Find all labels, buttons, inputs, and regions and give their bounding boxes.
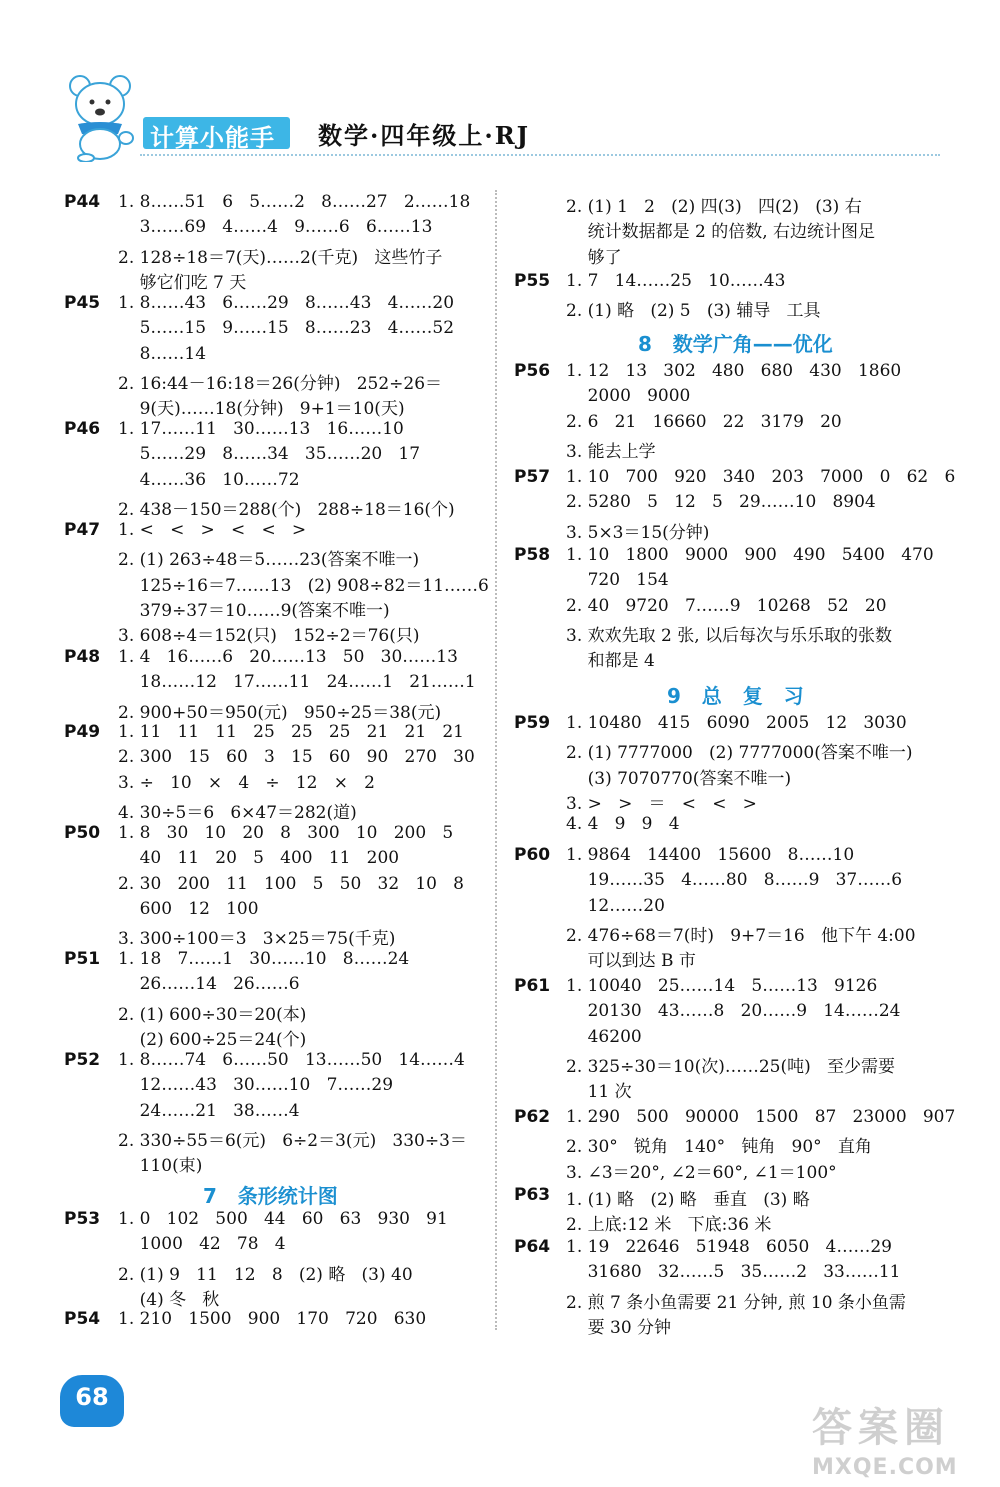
- answer-line: 1. 17……11 30……13 16……10: [118, 419, 404, 439]
- answer-line: 1. 10 700 920 340 203 7000 0 62 6: [566, 467, 956, 487]
- answer-line: 125÷16＝7……13 (2) 908÷82＝11……6: [118, 575, 489, 596]
- page-ref-label: P61: [514, 976, 551, 996]
- answer-line: 3. 欢欢先取 2 张, 以后每次与乐乐取的张数: [566, 625, 893, 646]
- answer-line: 46200: [566, 1026, 642, 1047]
- answer-line: 1. 8……74 6……50 13……50 14……4: [118, 1050, 465, 1070]
- page-ref-label: P56: [514, 361, 551, 381]
- answer-line: 2. 438－150＝288(个) 288÷18＝16(个): [118, 499, 455, 520]
- answer-line: 4. 30÷5＝6 6×47＝282(道): [118, 802, 357, 823]
- answer-line: 24……21 38……4: [118, 1100, 300, 1121]
- answer-line: 1. 19 22646 51948 6050 4……29: [566, 1237, 892, 1257]
- page-ref-label: P63: [514, 1185, 551, 1205]
- page-ref-label: P49: [64, 722, 101, 742]
- page-ref-label: P55: [514, 271, 551, 291]
- answer-line: 3. 5×3＝15(分钟): [566, 522, 710, 543]
- page-ref-label: P48: [64, 647, 101, 667]
- answer-line: 12……20: [566, 895, 665, 916]
- answer-line: 1. (1) 略 (2) 略 垂直 (3) 略: [566, 1190, 810, 1210]
- answer-line: 1. 290 500 90000 1500 87 23000 907: [566, 1107, 956, 1127]
- answer-line: 2. 900+50＝950(元) 950÷25＝38(元): [118, 702, 442, 723]
- answer-line: 26……14 26……6: [118, 974, 300, 995]
- answer-line: 3. ÷ 10 × 4 ÷ 12 × 2: [118, 772, 375, 793]
- page-header: [0, 0, 1000, 170]
- answer-line: 1. 8……51 6 5……2 8……27 2……18: [118, 192, 471, 212]
- answer-line: 统计数据都是 2 的倍数, 右边统计图足: [566, 222, 876, 243]
- answer-line: 1. 7 14……25 10……43: [566, 271, 786, 291]
- page-ref-label: P47: [64, 520, 101, 540]
- answer-line: 1. 210 1500 900 170 720 630: [118, 1309, 427, 1329]
- answer-line: 40 11 20 5 400 11 200: [118, 848, 400, 869]
- answer-line: 720 154: [566, 570, 669, 591]
- answer-line: 2. (1) 600÷30＝20(本): [118, 1004, 307, 1025]
- answer-line: 600 12 100: [118, 898, 259, 919]
- answer-line: 110(束): [118, 1156, 203, 1177]
- answer-line: 3. 能去上学: [566, 441, 656, 462]
- answer-line: 12……43 30……10 7……29: [118, 1075, 394, 1096]
- answer-line: 2. 5280 5 12 5 29……10 8904: [566, 492, 876, 513]
- answer-line: 2. (1) 9 11 12 8 (2) 略 (3) 40: [118, 1264, 413, 1285]
- answer-line: 要 30 分钟: [566, 1317, 672, 1338]
- answer-line: 2. 30° 锐角 140° 钝角 90° 直角: [566, 1137, 872, 1158]
- answer-line: 5……29 8……34 35……20 17: [118, 444, 421, 465]
- section-heading: 8 数学广角——优化: [638, 332, 833, 356]
- answer-line: 2. 40 9720 7……9 10268 52 20: [566, 595, 887, 616]
- answer-line: 3. ∠3＝20°, ∠2＝60°, ∠1＝100°: [566, 1162, 837, 1183]
- answer-line: (2) 600÷25＝24(个): [118, 1029, 307, 1050]
- answer-line: 1. < < > < < >: [118, 520, 307, 540]
- page-ref-label: P60: [514, 845, 551, 865]
- answer-line: 2. (1) 7777000 (2) 7777000(答案不唯一): [566, 743, 913, 764]
- header-divider: [140, 154, 940, 156]
- answer-line: 5……15 9……15 8……23 4……52: [118, 318, 455, 339]
- answer-line: 31680 32……5 35……2 33……11: [566, 1262, 901, 1283]
- answer-line: 2. (1) 263÷48＝5……23(答案不唯一): [118, 550, 420, 571]
- subject-title: 数学·四年级上·RJ: [318, 121, 531, 150]
- section-heading: 7 条形统计图: [203, 1184, 338, 1208]
- answer-line: 4……36 10……72: [118, 469, 300, 490]
- section-heading: 9 总 复 习: [667, 684, 804, 708]
- page-ref-label: P57: [514, 467, 551, 487]
- answer-line: 1. 10 1800 9000 900 490 5400 470: [566, 545, 934, 565]
- page-ref-label: P52: [64, 1050, 101, 1070]
- page-ref-label: P64: [514, 1237, 551, 1257]
- answer-line: 2. 6 21 16660 22 3179 20: [566, 411, 842, 432]
- answer-line: 够了: [566, 247, 622, 268]
- answer-line: 11 次: [566, 1082, 632, 1103]
- page-ref-label: P50: [64, 823, 101, 843]
- answer-line: 4. 4 9 9 4: [566, 814, 680, 835]
- answer-line: 19……35 4……80 8……9 37……6: [566, 870, 903, 891]
- answer-line: 1. 8 30 10 20 8 300 10 200 5: [118, 823, 454, 843]
- answer-line: 1. 0 102 500 44 60 63 930 91: [118, 1209, 448, 1229]
- page-ref-label: P62: [514, 1107, 551, 1127]
- column-divider: [495, 190, 497, 1330]
- answer-line: (3) 7070770(答案不唯一): [566, 768, 792, 789]
- answer-line: 9(天)……18(分钟) 9+1＝10(天): [118, 399, 405, 420]
- answer-line: 3. 300÷100＝3 3×25＝75(千克): [118, 929, 396, 950]
- answer-line: 2. (1) 1 2 (2) 四(3) 四(2) (3) 右: [566, 197, 862, 217]
- answer-line: 8……14: [118, 343, 207, 364]
- page-ref-label: P59: [514, 713, 551, 733]
- watermark: [812, 1396, 958, 1480]
- answer-line: 2000 9000: [566, 386, 691, 407]
- answer-line: (4) 冬 秋: [118, 1289, 220, 1310]
- page-ref-label: P44: [64, 192, 101, 212]
- answer-line: 2. 16:44－16:18＝26(分钟) 252÷26＝: [118, 373, 443, 394]
- page-ref-label: P45: [64, 293, 101, 313]
- answer-line: 1. 9864 14400 15600 8……10: [566, 845, 855, 865]
- answer-line: 够它们吃 7 天: [118, 272, 247, 293]
- answer-line: 2. 325÷30＝10(次)……25(吨) 至少需要: [566, 1056, 895, 1077]
- page-ref-label: P54: [64, 1309, 101, 1329]
- answer-line: 2. 330÷55＝6(元) 6÷2＝3(元) 330÷3＝: [118, 1130, 467, 1151]
- answer-line: 2. 300 15 60 3 15 60 90 270 30: [118, 747, 475, 768]
- answer-line: 1. 12 13 302 480 680 430 1860: [566, 361, 902, 381]
- bear-mascot-icon: [62, 72, 140, 162]
- answer-line: 和都是 4: [566, 651, 655, 672]
- answer-line: 20130 43……8 20……9 14……24: [566, 1001, 901, 1022]
- answer-line: 3……69 4……4 9……6 6……13: [118, 217, 433, 238]
- answer-line: 2. 476÷68＝7(时) 9+7＝16 他下午 4:00: [566, 925, 916, 946]
- page-ref-label: P51: [64, 949, 101, 969]
- answer-line: 18……12 17……11 24……1 21……1: [118, 672, 476, 693]
- answer-line: 1. 10480 415 6090 2005 12 3030: [566, 713, 907, 733]
- page-ref-label: P46: [64, 419, 101, 439]
- page-ref-label: P53: [64, 1209, 101, 1229]
- answer-line: 2. 煎 7 条小鱼需要 21 分钟, 煎 10 条小鱼需: [566, 1292, 906, 1313]
- brand-title: 计算小能手: [150, 124, 275, 152]
- answer-line: 2. 30 200 11 100 5 50 32 10 8: [118, 873, 465, 894]
- answer-line: 2. (1) 略 (2) 5 (3) 辅导 工具: [566, 301, 821, 322]
- answer-line: 可以到达 B 市: [566, 951, 696, 972]
- answer-line: 1. 10040 25……14 5……13 9126: [566, 976, 878, 996]
- answer-line: 2. 128÷18＝7(天)……2(千克) 这些竹子: [118, 247, 443, 268]
- answer-line: 1000 42 78 4: [118, 1234, 286, 1255]
- watermark-logo-text: 答案圈: [812, 1405, 950, 1451]
- answer-line: 3. 608÷4＝152(只) 152÷2＝76(只): [118, 626, 420, 647]
- answer-line: 379÷37＝10……9(答案不唯一): [118, 600, 390, 621]
- answer-line: 1. 11 11 11 25 25 25 21 21 21: [118, 722, 465, 742]
- page-ref-label: P58: [514, 545, 551, 565]
- page-number: 68: [75, 1383, 109, 1411]
- watermark-url: MXQE.COM: [812, 1455, 958, 1480]
- answer-line: 2. 上底:12 米 下底:36 米: [566, 1215, 772, 1236]
- answer-line: 1. 4 16……6 20……13 50 30……13: [118, 647, 458, 667]
- answer-line: 3. > > ＝ < < >: [566, 793, 757, 814]
- answer-line: 1. 8……43 6……29 8……43 4……20: [118, 293, 455, 313]
- answer-line: 1. 18 7……1 30……10 8……24: [118, 949, 410, 969]
